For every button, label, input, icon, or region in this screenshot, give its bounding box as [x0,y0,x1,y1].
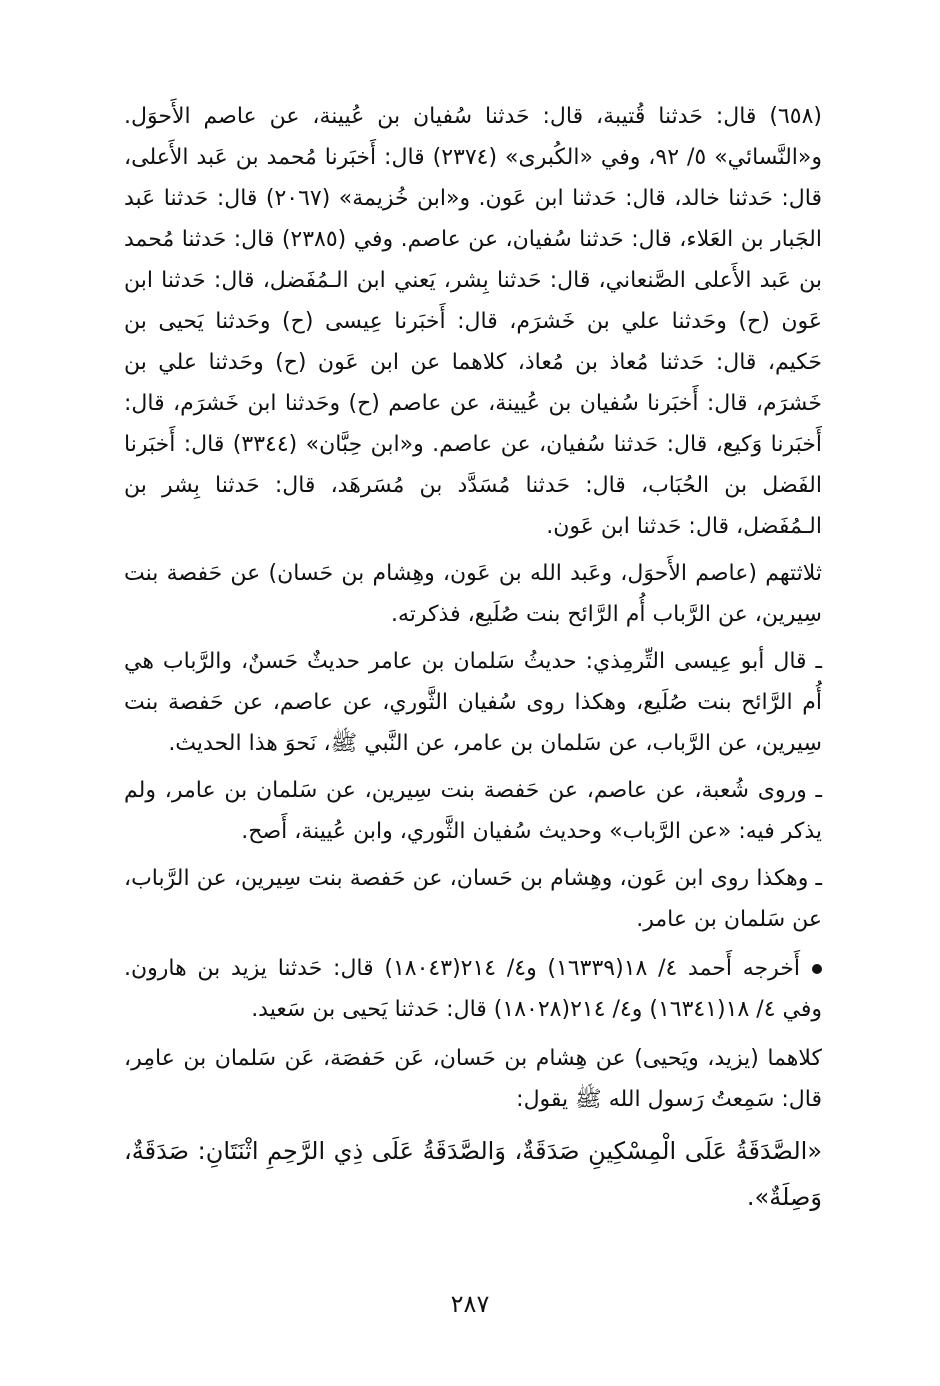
main-text [124,96,822,1220]
bullet-icon [812,964,822,974]
chain-summary-paragraph: ثلاثتهم (عاصم الأَحوَل، وعَبد الله بن عَون، وهِشام بن حَسان) عن حَفصة بنت سِيرين، عن الرَّباب أُم الرَّائح بنت صُلَيع، فذكرته. [124,561,822,627]
takhrij-text: أَخرجه أَحمد ٤/ ١٨(١٦٣٣٩) و٤/ ٢١٤(١٨٠٤٣) قال: حَدثنا يزيد بن هارون. وفي ٤/ ١٨(١٦٣٤١) و٤/ ٢١٤(١٨٠٢٨) قال: حَدثنا يَحيى بن سَعيد. [124,956,822,1022]
shuba-note-paragraph: ـ وروى شُعبة، عن عاصم، عن حَفصة بنت سِيرين، عن سَلمان بن عامر، ولم يذكر فيه: «عن الرَّباب» وحديث سُفيان الثَّوري، وابن عُيينة، أَصح. [124,778,822,844]
narration-chain-paragraph: كلاهما (يزيد، ويَحيى) عن هِشام بن حَسان، عَن حَفصَة، عَن سَلمان بن عامِر، قال: سَمِعتُ رَسول الله ﷺ يقول: [124,1046,822,1112]
page-number: ٢٨٧ [450,1290,490,1318]
takhrij-paragraph [124,948,822,1030]
tirmidhi-comment-paragraph: ـ قال أبو عِيسى التِّرمِذي: حديثُ سَلمان بن عامر حديثٌ حَسنٌ، والرَّباب هي أُم الرَّائح بنت صُلَيع، وهكذا روى سُفيان الثَّوري، عن عاصم، عن حَفصة بنت سِيرين، عن الرَّباب، عن سَلمان بن عامر، عن النَّبي ﷺ، نَحوَ هذا الحديث. [124,649,822,756]
isnad-paragraph: (٦٥٨) قال: حَدثنا قُتيبة، قال: حَدثنا سُفيان بن عُيينة، عن عاصم الأَحوَل. و«النَّسائي» ٥/ ٩٢، وفي «الكُبرى» (٢٣٧٤) قال: أَخبَرنا مُحمد بن عَبد الأَعلى، قال: حَدثنا خالد، قال: حَدثنا ابن عَون. و«ابن خُزيمة» (٢٠٦٧) قال: حَدثنا عَبد الجَبار بن العَلاء، قال: حَدثنا سُفيان، عن عاصم. وفي (٢٣٨٥) قال: حَدثنا مُحمد بن عَبد الأَعلى الصَّنعاني، قال: حَدثنا بِشر، يَعني ابن الـمُفَضل، قال: حَدثنا ابن عَون (ح) وحَدثنا علي بن خَشرَم، قال: أَخبَرنا عِيسى (ح) وحَدثنا يَحيى بن حَكيم، قال: حَدثنا مُعاذ بن مُعاذ، كلاهما عن ابن عَون (ح) وحَدثنا علي بن خَشرَم، قال: أَخبَرنا سُفيان بن عُيينة، عن عاصم (ح) وحَدثنا ابن خَشرَم، قال: أَخبَرنا وَكيع، قال: حَدثنا سُفيان، عن عاصم. و«ابن حِبَّان» (٣٣٤٤) قال: أَخبَرنا الفَضل بن الحُبَاب، قال: حَدثنا مُسَدَّد بن مُسَرهَد، قال: حَدثنا بِشر بن الـمُفَضل، قال: حَدثنا ابن عَون. [124,104,822,539]
hadith-text: «الصَّدَقَةُ عَلَى الْمِسْكِينِ صَدَقَةٌ، وَالصَّدَقَةُ عَلَى ذِي الرَّحِمِ اثْنَتَانِ: صَدَقَةٌ، وَصِلَةٌ». [124,1137,822,1211]
ibn-awn-note-paragraph: ـ وهكذا روى ابن عَون، وهِشام بن حَسان، عن حَفصة بنت سِيرين، عن الرَّباب، عن سَلمان بن عامر. [124,866,822,932]
